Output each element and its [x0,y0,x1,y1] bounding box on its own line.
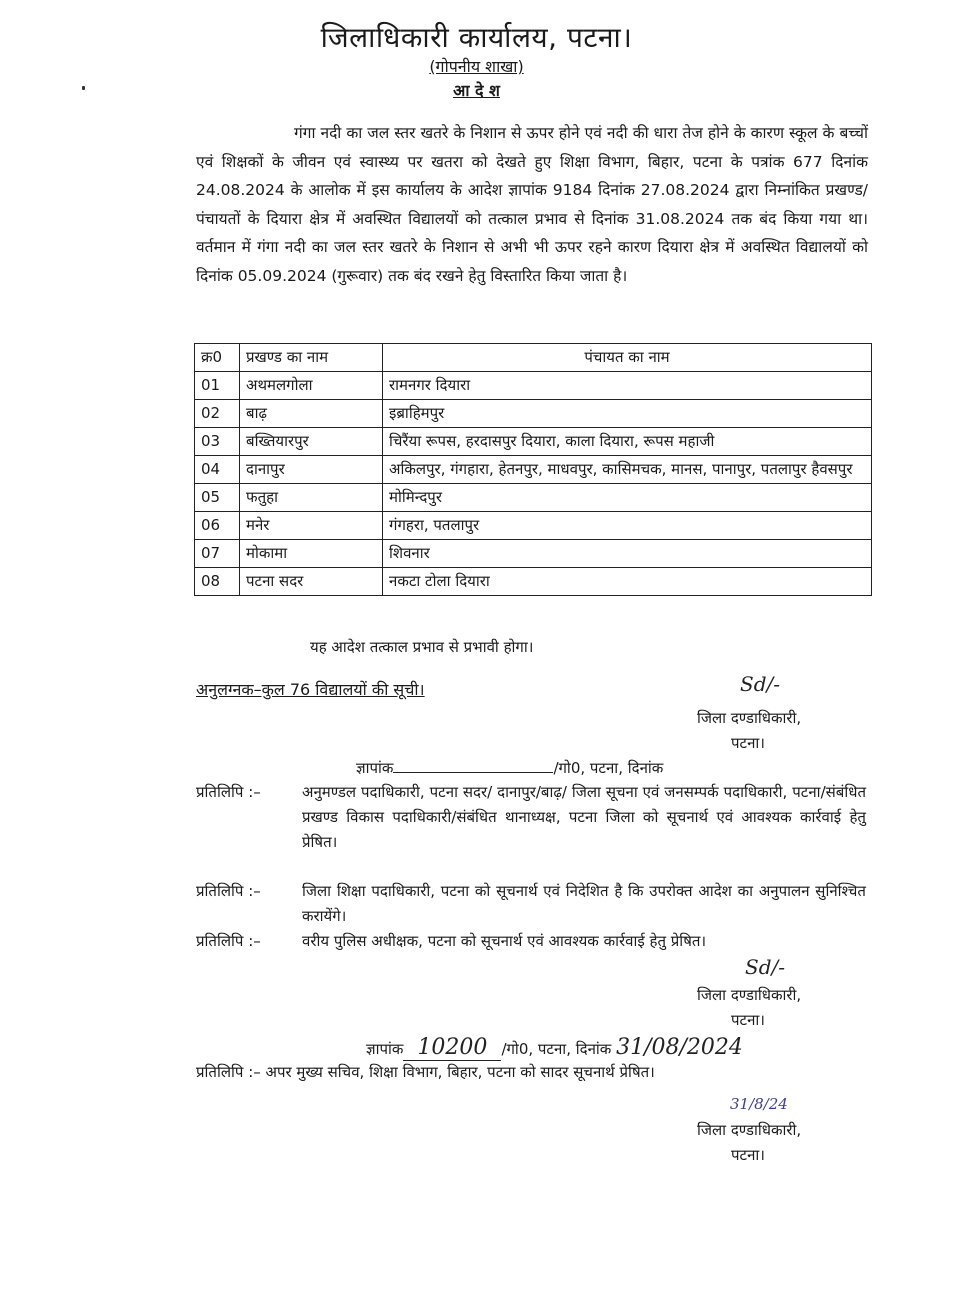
memo-line-1 [356,758,663,778]
cell-sn: 06 [195,512,240,540]
cell-panchayat: रामनगर दियारा [383,372,872,400]
memo-line-2 [366,1035,743,1061]
header-panchayat: पंचायत का नाम [383,344,872,372]
cell-sn: 01 [195,372,240,400]
effect-line: यह आदेश तत्काल प्रभाव से प्रभावी होगा। [310,638,534,656]
cell-panchayat: नकटा टोला दियारा [383,568,872,596]
copy-text: जिला शिक्षा पदाधिकारी, पटना को सूचनार्थ एवं निदेशित है कि उपरोक्त आदेश का अनुपालन सुनिश्चित करायेंगे। [302,882,866,925]
copy-label: प्रतिलिपि :– [196,783,261,801]
copy-entry [196,780,866,855]
order-paragraph [196,119,868,290]
signature-mark-2: Sd/- [745,955,785,979]
table-row [195,512,872,540]
place-2: पटना। [731,1011,765,1029]
order-paragraph-text: गंगा नदी का जल स्तर खतरे के निशान से ऊपर होने एवं नदी की धारा तेज होने के कारण स्कूल के बच्चों एवं शिक्षकों के जीवन एवं स्वास्थ्य पर खतरा को देखते हुए शिक्षा विभाग, बिहार, पटना के पत्रांक 677 दिनांक 24.08.2024 के आलोक में इस कार्यालय के आदेश ज्ञापांक 9184 दिनांक 27.08.2024 द्वारा निम्नांकित प्रखण्ड/पंचायतों के दियारा क्षेत्र में अवस्थित विद्यालयों को तत्काल प्रभाव से दिनांक 31.08.2024 तक बंद किया गया था। वर्तमान में गंगा नदी का जल स्तर खतरे के निशान से अभी भी ऊपर रहने कारण दियारा क्षेत्र में अवस्थित विद्यालयों को दिनांक 05.09.2024 (गुरूवार) तक बंद रखने हेतु विस्तारित किया जाता है। [196,124,868,285]
cell-sn: 07 [195,540,240,568]
table-row [195,428,872,456]
cell-sn: 04 [195,456,240,484]
designation-2: जिला दण्डाधिकारी, [697,986,802,1004]
cell-sn: 05 [195,484,240,512]
table-row [195,484,872,512]
header-block: प्रखण्ड का नाम [240,344,383,372]
memo-suffix-1: /गो0, पटना, दिनांक [553,759,664,777]
place-3: पटना। [731,1146,765,1164]
copy-entry [196,929,866,954]
memo-suffix-2: /गो0, पटना, दिनांक [501,1040,612,1058]
table-row [195,400,872,428]
designation-3: जिला दण्डाधिकारी, [697,1121,802,1139]
cell-sn: 08 [195,568,240,596]
cell-block: दानापुर [240,456,383,484]
office-title: जिलाधिकारी कार्यालय, पटना। [320,21,633,54]
copy-label: प्रतिलिपि :– [196,882,261,900]
table-header-row [195,344,872,372]
cell-block: बख्तियारपुर [240,428,383,456]
cell-block: फतुहा [240,484,383,512]
memo-number-2: 10200 [403,1035,501,1061]
cell-panchayat: गंगहरा, पतलापुर [383,512,872,540]
order-heading [0,79,953,101]
cell-panchayat: इब्राहिमपुर [383,400,872,428]
cell-sn: 03 [195,428,240,456]
branch-name [0,55,953,77]
memo-blank-1 [393,758,553,773]
cell-block: पटना सदर [240,568,383,596]
table-row [195,568,872,596]
signature-initials: 31/8/24 [730,1095,788,1113]
blocks-table [194,343,872,596]
copy-label: प्रतिलिपि :– [196,932,261,950]
cell-block: मोकामा [240,540,383,568]
table-row [195,456,872,484]
final-copy-text: अपर मुख्य सचिव, शिक्षा विभाग, बिहार, पटना को सादर सूचनार्थ प्रेषित। [265,1063,655,1081]
memo-date-2: 31/08/2024 [616,1035,743,1060]
cell-panchayat: मोमिन्दपुर [383,484,872,512]
designation-1: जिला दण्डाधिकारी, [697,709,802,727]
final-copy-label: प्रतिलिपि :– [196,1063,261,1081]
branch-label: (गोपनीय शाखा) [429,57,524,76]
cell-panchayat: चिरैंया रूपस, हरदासपुर दियारा, काला दियारा, रूपस महाजी [383,428,872,456]
cell-block: अथमलगोला [240,372,383,400]
copy-entry [196,879,866,929]
final-copy [196,1062,655,1082]
order-heading-label: आ दे श [453,81,500,100]
cell-panchayat: अकिलपुर, गंगहारा, हेतनपुर, माधवपुर, कासिमचक, मानस, पानापुर, पतलापुर हैवसपुर [383,456,872,484]
memo-label-2: ज्ञापांक [366,1040,404,1058]
signature-mark-1: Sd/- [740,672,780,696]
copy-text: वरीय पुलिस अधीक्षक, पटना को सूचनार्थ एवं आवश्यक कार्रवाई हेतु प्रेषित। [302,932,707,950]
table-row [195,540,872,568]
cell-panchayat: शिवनार [383,540,872,568]
copy-text: अनुमण्डल पदाधिकारी, पटना सदर/ दानापुर/बाढ़/ जिला सूचना एवं जनसम्पर्क पदाधिकारी, पटना/संबंधित प्रखण्ड विकास पदाधिकारी/संबंधित थानाध्यक्ष, पटना जिला को सूचनार्थ एवं आवश्यक कार्रवाई हेतु प्रेषित। [302,783,866,851]
cell-block: बाढ़ [240,400,383,428]
table-row [195,372,872,400]
cell-sn: 02 [195,400,240,428]
cell-block: मनेर [240,512,383,540]
annexure-note: अनुलग्नक–कुल 76 विद्यालयों की सूची। [196,680,425,699]
place-1: पटना। [731,734,765,752]
memo-label-1: ज्ञापांक [356,759,394,777]
header-sn: क्र0 [195,344,240,372]
